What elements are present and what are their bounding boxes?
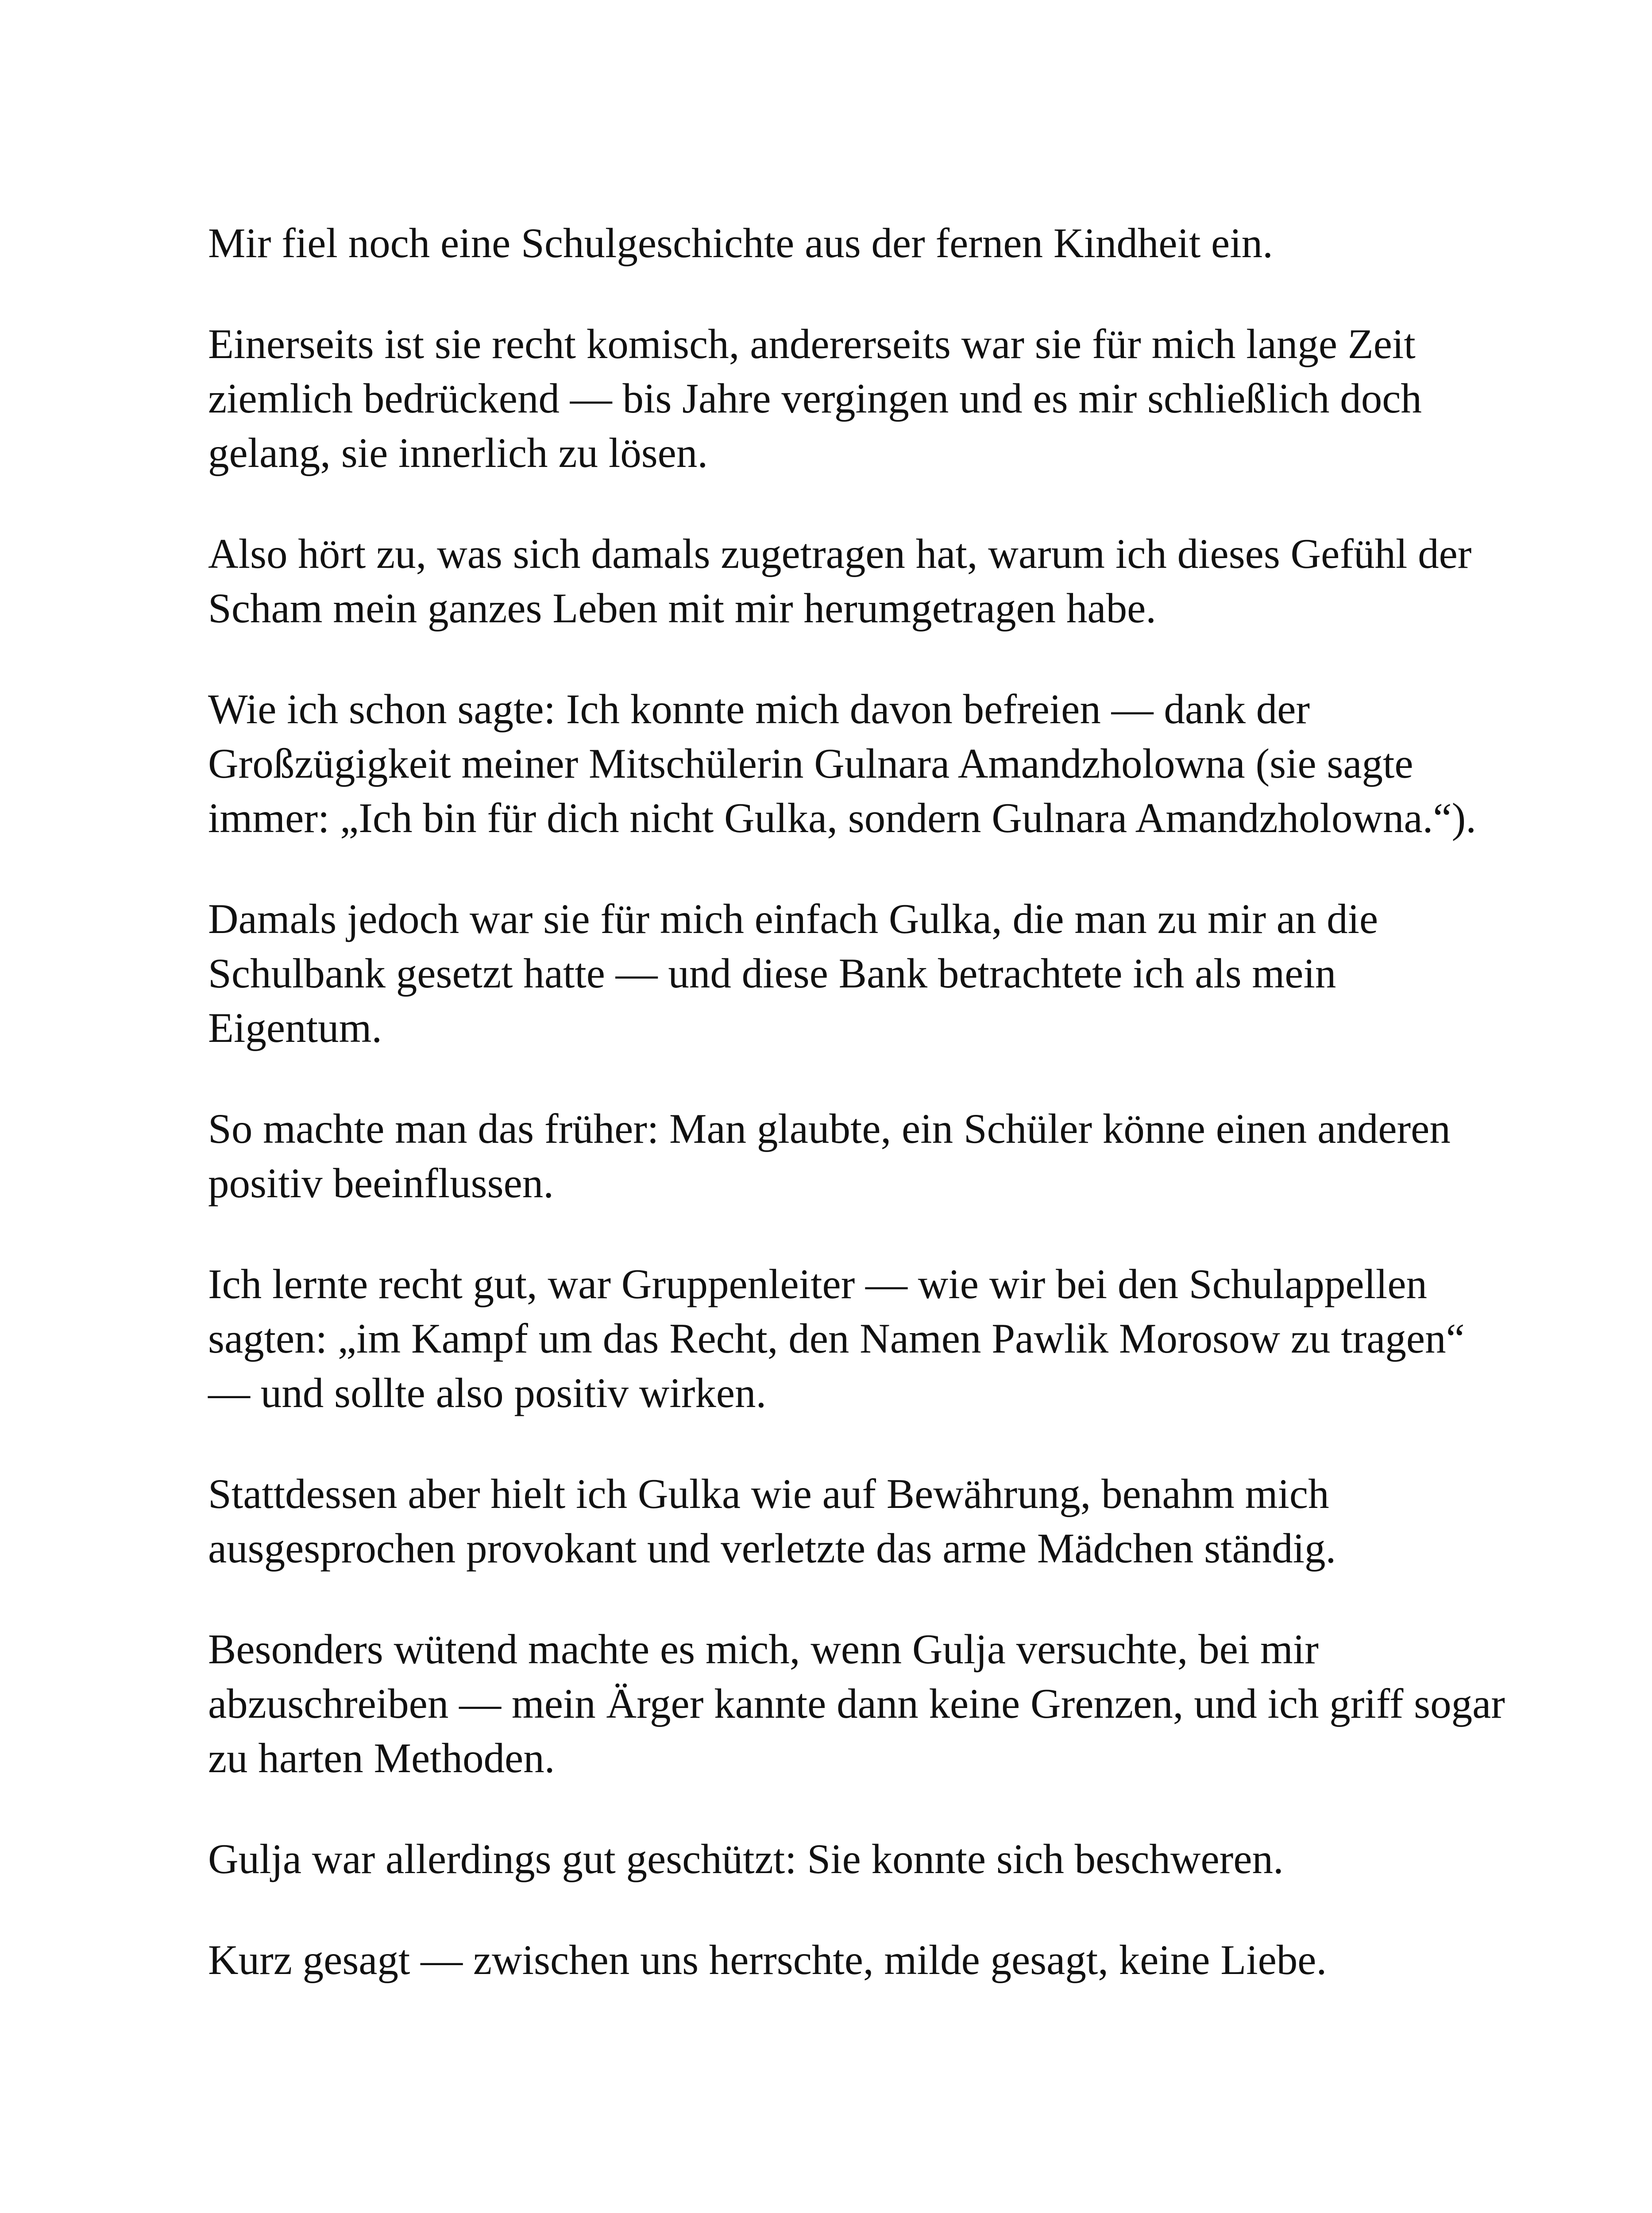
paragraph-1: Mir fiel noch eine Schulgeschichte aus der fernen Kindheit ein. bbox=[208, 220, 1273, 266]
document-body bbox=[208, 216, 1509, 1987]
paragraph-3: Also hört zu, was sich damals zugetragen hat, warum ich dieses Gefühl der Scham mein ganzes Leben mit mir herumgetragen habe. bbox=[208, 530, 1472, 632]
paragraph-10: Gulja war allerdings gut geschützt: Sie konnte sich beschweren. bbox=[208, 1835, 1284, 1882]
paragraph-4: Wie ich schon sagte: Ich konnte mich davon befreien — dank der Großzügigkeit meiner Mitschülerin Gulnara Amandzholowna (sie sagte immer: „Ich bin für dich nicht Gulka, sondern Gulnara Amandzholowna.“). bbox=[208, 686, 1476, 841]
paragraph-5: Damals jedoch war sie für mich einfach Gulka, die man zu mir an die Schulbank gesetzt hatte — und diese Bank betrachtete ich als mein Eigentum. bbox=[208, 895, 1378, 1051]
paragraph-6: So machte man das früher: Man glaubte, ein Schüler könne einen anderen positiv beeinflussen. bbox=[208, 1105, 1451, 1207]
paragraph-8: Stattdessen aber hielt ich Gulka wie auf Bewährung, benahm mich ausgesprochen provokant und verletzte das arme Mädchen ständig. bbox=[208, 1470, 1336, 1572]
paragraph-9: Besonders wütend machte es mich, wenn Gulja versuchte, bei mir abzuschreiben — mein Ärger kannte dann keine Grenzen, und ich griff sogar zu harten Methoden. bbox=[208, 1626, 1505, 1781]
paragraph-2: Einerseits ist sie recht komisch, andererseits war sie für mich lange Zeit ziemlich bedrückend — bis Jahre vergingen und es mir schließlich doch gelang, sie innerlich zu lösen. bbox=[208, 320, 1422, 476]
paragraph-7: Ich lernte recht gut, war Gruppenleiter — wie wir bei den Schulappellen sagten: „im Kampf um das Recht, den Namen Pawlik Morosow zu tragen“ — und sollte also positiv wirken. bbox=[208, 1261, 1465, 1416]
paragraph-11: Kurz gesagt — zwischen uns herrschte, milde gesagt, keine Liebe. bbox=[208, 1936, 1327, 1983]
